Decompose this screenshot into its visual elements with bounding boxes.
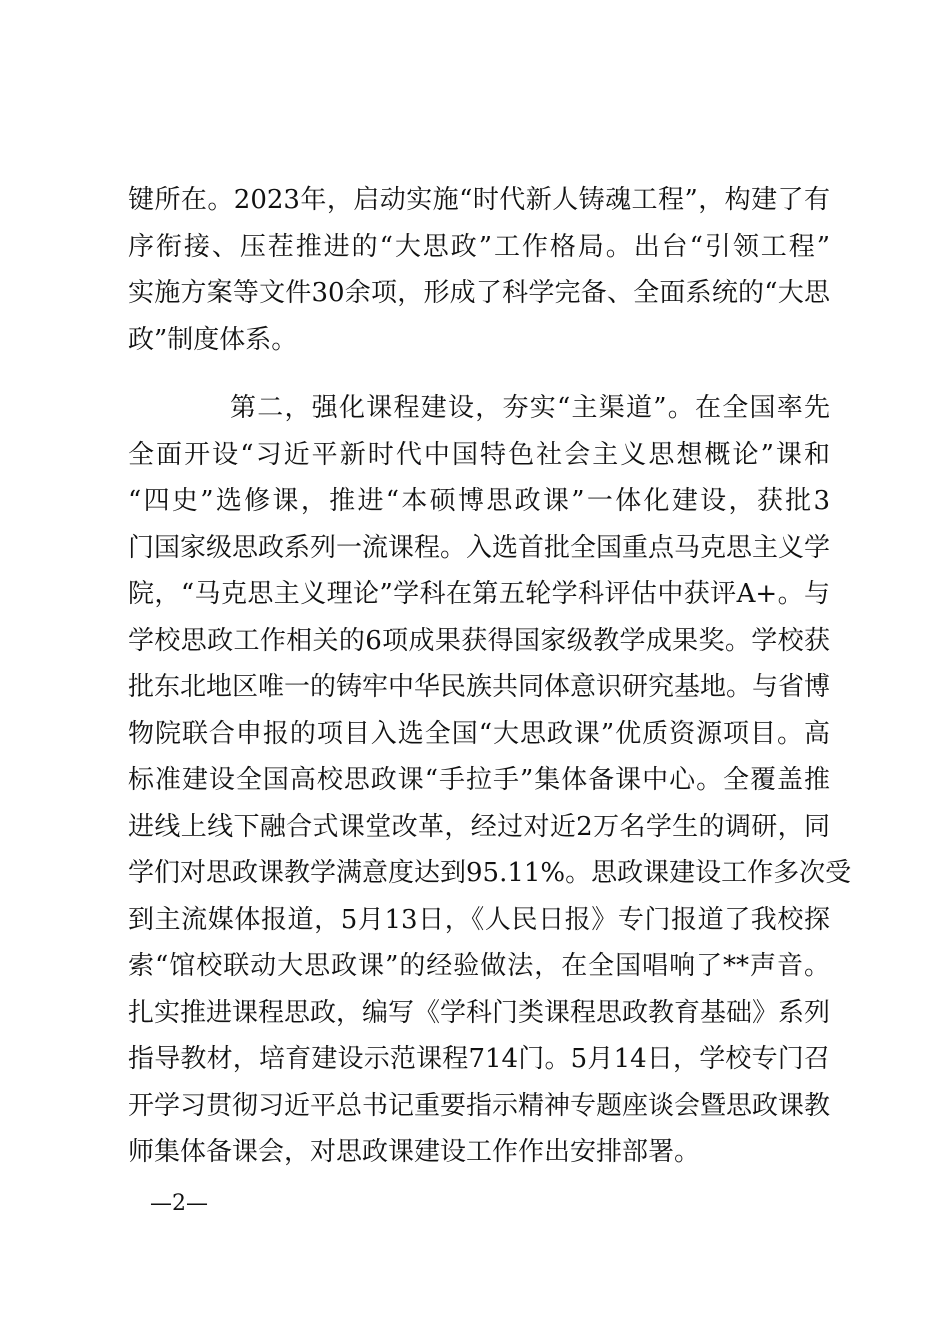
paragraph-1 [128, 177, 830, 363]
text-line: 师集体备课会，对思政课建设工作作出安排部署。 [128, 1137, 701, 1167]
text-line: 门国家级思政系列一流课程。入选首批全国重点马克思主义学 [128, 532, 831, 563]
text-line: 实施方案等文件30余项，形成了科学完备、全面系统的“大思 [128, 278, 830, 308]
text-line: 键所在。2023年，启动实施“时代新人铸魂工程”，构建了有 [128, 185, 830, 215]
text-line: 第二，强化课程建设，夯实“主渠道”。在全国率先 [230, 393, 830, 423]
page-number: —2— [150, 1191, 208, 1216]
text-line: 扎实推进课程思政，编写《学科门类课程思政教育基础》系列 [128, 997, 831, 1028]
text-line: 政”制度体系。 [128, 324, 298, 355]
text-line: 开学习贯彻习近平总书记重要指示精神专题座谈会暨思政课教 [128, 1090, 831, 1121]
body-text [128, 177, 852, 1176]
paragraph-2 [128, 385, 852, 1176]
text-line: 院，“马克思主义理论”学科在第五轮学科评估中获评A+。与 [128, 579, 830, 609]
text-line: 指导教材，培育建设示范课程714门。5月14日，学校专门召 [128, 1044, 830, 1074]
text-line: 进线上线下融合式课堂改革，经过对近2万名学生的调研，同 [128, 811, 830, 842]
text-line: 学们对思政课教学满意度达到95.11%。思政课建设工作多次受 [128, 858, 852, 888]
text-line: 学校思政工作相关的6项成果获得国家级教学成果奖。学校获 [128, 625, 830, 656]
text-line: 批东北地区唯一的铸牢中华民族共同体意识研究基地。与省博 [128, 672, 831, 702]
text-line: 标准建设全国高校思政课“手拉手”集体备课中心。全覆盖推 [128, 765, 830, 795]
text-line: “四史”选修课，推进“本硕博思政课”一体化建设，获批3 [128, 486, 830, 516]
text-line: 序衔接、压茬推进的“大思政”工作格局。出台“引领工程” [128, 231, 830, 262]
paragraph-gap [128, 363, 830, 385]
text-line: 到主流媒体报道，5月13日，《人民日报》专门报道了我校探 [128, 904, 830, 935]
text-line: 物院联合申报的项目入选全国“大思政课”优质资源项目。高 [128, 718, 830, 749]
text-line: 全面开设“习近平新时代中国特色社会主义思想概论”课和 [128, 439, 830, 470]
text-line: 索“馆校联动大思政课”的经验做法，在全国唱响了**声音。 [128, 951, 830, 981]
